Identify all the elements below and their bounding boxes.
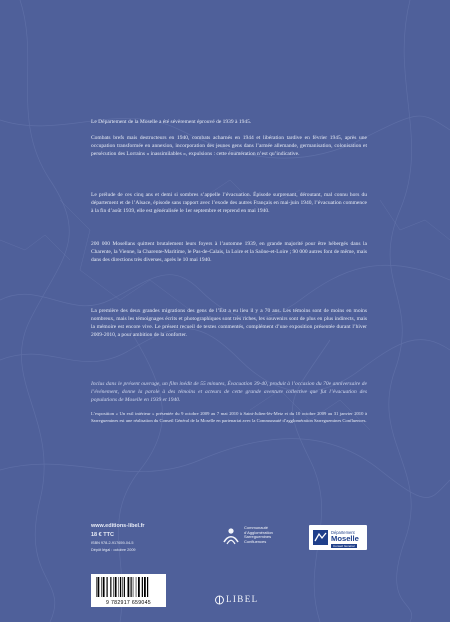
barcode-bar <box>136 577 137 597</box>
barcode-bar <box>107 577 108 597</box>
barcode-bar <box>113 577 114 597</box>
imprint-block <box>91 522 201 554</box>
barcode-bar <box>119 577 120 597</box>
moselle-department-logo <box>309 525 367 550</box>
moselle-emblem-icon <box>313 530 328 545</box>
barcode-bar <box>144 577 146 597</box>
agglomeration-line-2: d’Agglomération <box>244 529 273 535</box>
barcode-bar <box>133 577 134 597</box>
moselle-label-name: Moselle <box>331 534 359 543</box>
barcode-bar <box>138 577 140 597</box>
paragraph-evacuation: Le prélude de ces cinq ans et demi si sombres s’appelle l’évacuation. Épisode surprenant, déroutant, mal connu hors du département et de l’Alsace, épisode sans rapport avec l’exode des autres Français en mai-juin 1940, l’évacuation commence à la fin d’août 1939, elle est généralisée le 1er septembre et reprend en mai 1940. <box>91 192 367 215</box>
barcode-bar <box>110 577 111 597</box>
barcode-bar <box>142 577 143 597</box>
barcode <box>91 574 166 607</box>
paragraph-combats: Combats brefs mais destructeurs en 1940, combats acharnés en 1944 et libération tardive en février 1945, après une occupation transformée en annexion, incorporation des jeunes gens dans l’armée allemande, germanisation, colonisation et persécution des Lorrains « inassimilables », expulsions : cette énumération n’est qu’indicative. <box>91 135 367 158</box>
legal-deposit: Dépôt légal : octobre 2009 <box>91 548 136 552</box>
agglomeration-emblem-icon <box>222 527 240 545</box>
agglomeration-line-4: Confluences <box>244 539 267 545</box>
intro-sentence: Le Département de la Moselle a été sévèrement éprouvé de 1939 à 1945. <box>91 119 252 125</box>
barcode-bar <box>128 577 130 597</box>
isbn: ISBN 978-2-917659-04-5 <box>91 541 134 545</box>
film-note: Inclus dans le présent ouvrage, un film inédit de 55 minutes, Évacuation 39-40, produit à l’occasion du 70e anniversaire de l’événement, donne la parole à des témoins et acteurs de cette grande aventure collective que fut l’évacuation des populations de Moselle en 1939 et 1940. <box>91 381 367 404</box>
barcode-bar <box>131 577 132 597</box>
barcode-bar <box>122 577 123 597</box>
barcode-bar <box>103 577 105 597</box>
barcode-bar <box>115 577 117 597</box>
barcode-bar <box>98 577 100 597</box>
moselle-label-conseil: Conseil Général <box>333 543 355 548</box>
exhibition-note: L’exposition « Un exil intérieur » présentée du 9 octobre 2009 au 7 mai 2010 à Saint-Julien-lès-Metz et du 10 octobre 2009 au 31 janvier 2010 à Sarreguemines est une réalisation du Conseil Général de la Moselle en partenariat avec la Communauté d’agglomération Sarreguemines Confluences. <box>91 411 367 423</box>
barcode-bar <box>120 577 121 597</box>
libel-emblem-icon <box>215 594 224 606</box>
barcode-bar <box>101 577 102 597</box>
paragraph-migrations: La première des deux grandes migrations des gens de l’Est a eu lieu il y a 70 ans. Les témoins sont de moins en moins nombreux, mais les témoignages écrits et photographiques sont très riches, les souvenirs sont de plus en plus indirects, mais la mémoire est encore vive. Le présent recueil de textes commentés, complément d’une exposition présentée durant l’hiver 2009-2010, a pour ambition de la conforter. <box>91 308 367 339</box>
price: 18 € TTC <box>91 532 114 538</box>
barcode-bars <box>91 574 166 600</box>
barcode-bar <box>147 577 148 597</box>
agglomeration-logo <box>222 525 300 549</box>
barcode-bar <box>124 577 125 597</box>
paragraph-mosellans: 200 000 Mosellans quittent brutalement leurs foyers à l’automne 1939, en grande majorité pour être hébergés dans la Charente, la Vienne, la Charente-Maritime, le Pas-de-Calais, la Loire et la Saône-et-Loire ; 90 000 autres font de même, mais dans des directions très diverses, après le 10 mai 1940. <box>91 241 367 264</box>
barcode-number: 9 782917 659045 <box>106 600 151 606</box>
publisher-website: www.editions-libel.fr <box>91 523 145 529</box>
agglomeration-line-1: Communauté <box>244 525 269 530</box>
agglomeration-line-3: Sarreguemines <box>244 534 272 540</box>
barcode-bar <box>96 577 97 597</box>
publisher-name: LIBEL <box>226 594 259 604</box>
moselle-label-departement: Département <box>331 530 355 535</box>
